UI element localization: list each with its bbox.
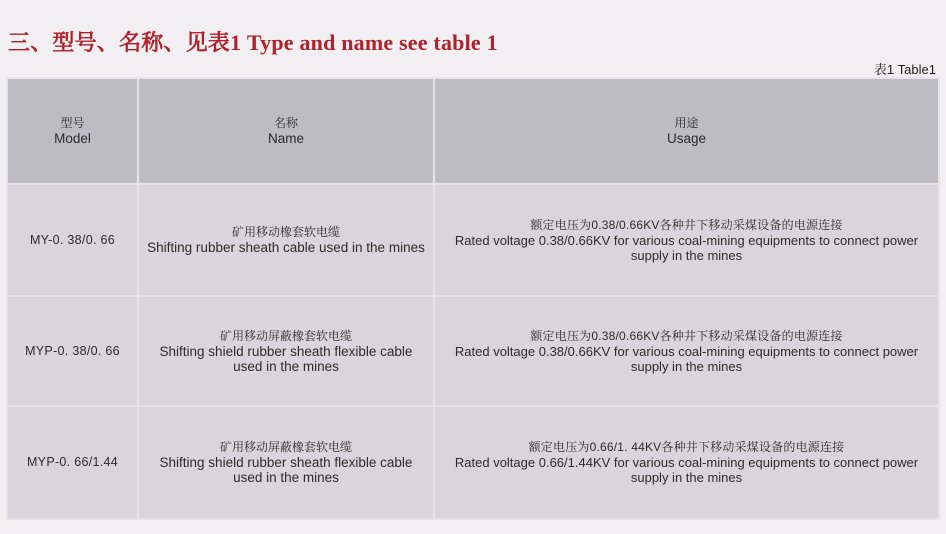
usage-cell [434,184,939,296]
header-name-zh: 名称 [273,116,298,130]
table-row [7,406,939,519]
usage-zh: 额定电压为0.66/1. 44KV各种井下移动采煤设备的电源连接 [528,440,845,454]
usage-cell [434,406,939,519]
model-cell: MYP-0. 66/1.44 [7,406,138,519]
name-cell [138,296,434,406]
usage-en: Rated voltage 0.38/0.66KV for various coal-mining equipments to connect power supply in the mines [454,343,919,374]
usage-cell [434,296,939,406]
name-zh: 矿用移动屏蔽橡套软电缆 [219,328,352,343]
header-model-zh: 型号 [60,116,85,130]
model-cell: MY-0. 38/0. 66 [7,184,138,296]
header-model [7,78,138,184]
section-heading: 三、型号、名称、见表1 Type and name see table 1 [8,30,498,55]
header-model-en: Model [54,131,91,146]
table-row [7,296,939,406]
model-cell: MYP-0. 38/0. 66 [7,296,138,406]
name-en: Shifting rubber sheath cable used in the mines [147,240,425,255]
table-caption: 表1 Table1 [873,62,936,77]
header-name [138,78,434,184]
usage-en: Rated voltage 0.66/1.44KV for various coal-mining equipments to connect power supply in the mines [454,455,919,485]
name-cell [138,184,434,296]
name-zh: 矿用移动屏蔽橡套软电缆 [219,440,352,454]
name-en: Shifting shield rubber sheath flexible cable used in the mines [159,455,413,485]
header-name-en: Name [267,131,304,146]
cable-spec-table [6,77,940,520]
name-cell [138,406,434,519]
usage-en: Rated voltage 0.38/0.66KV for various coal-mining equipments to connect power supply in the mines [454,232,919,263]
header-usage-en: Usage [666,131,707,146]
header-usage [434,78,939,184]
name-en: Shifting shield rubber sheath flexible cable used in the mines [159,343,413,374]
usage-zh: 额定电压为0.38/0.66KV各种井下移动采煤设备的电源连接 [530,217,843,232]
table-header-row [7,78,939,184]
header-usage-zh: 用途 [674,116,699,130]
name-zh: 矿用移动橡套软电缆 [231,225,340,239]
usage-zh: 额定电压为0.38/0.66KV各种井下移动采煤设备的电源连接 [530,328,843,343]
table-row [7,184,939,296]
